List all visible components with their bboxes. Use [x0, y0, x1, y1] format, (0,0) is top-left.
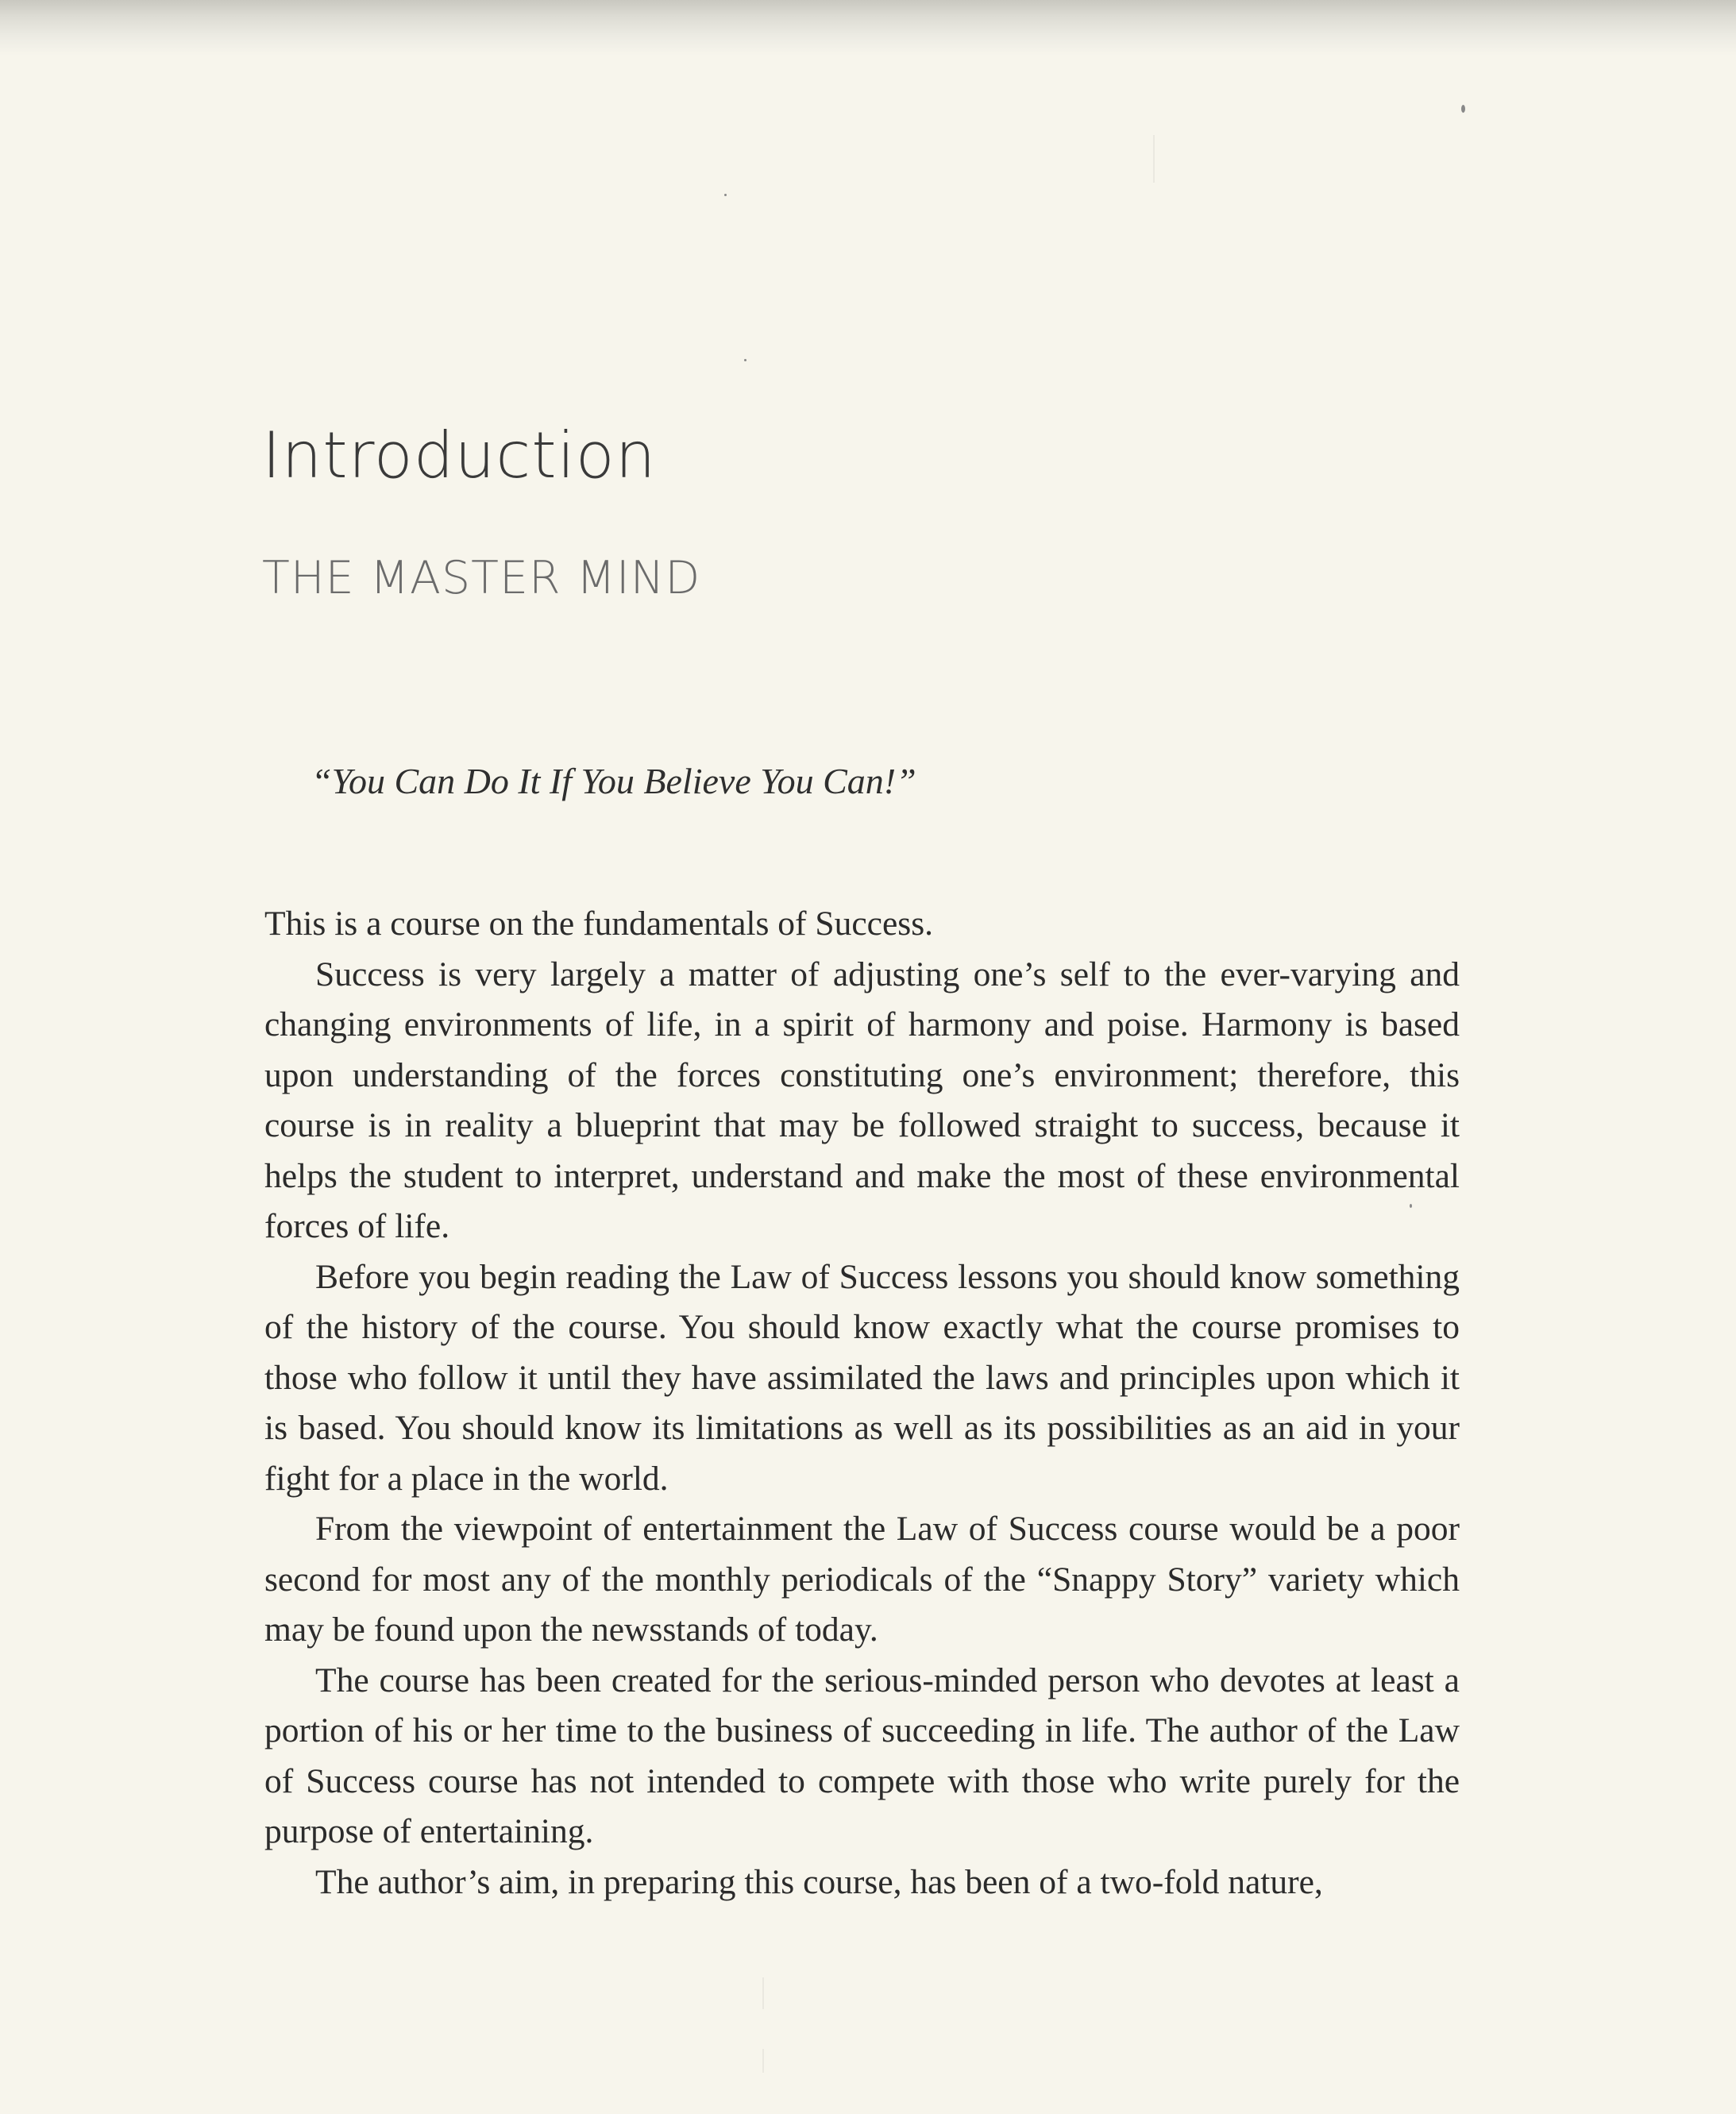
scan-mark	[762, 2049, 764, 2073]
body-text	[264, 899, 1460, 1908]
paragraph: From the viewpoint of entertainment the Law of Success course would be a poor second for most any of the monthly periodicals of the “Snappy Story” variety which may be found upon the newsstands of today.	[264, 1510, 1460, 1649]
chapter-title: Introduction	[262, 419, 657, 492]
paragraph: The course has been created for the serious-minded person who devotes at least a portion of his or her time to the business of succeeding in life. The author of the Law of Success course has not intended to compete with those who write purely for the purpose of entertaining.	[264, 1661, 1460, 1850]
scan-mark	[762, 1977, 764, 2009]
paragraph: Success is very largely a matter of adjusting one’s self to the ever-varying and changing environments of life, in a spirit of harmony and poise. Harmony is based upon understanding of the forces constituting one’s environment; therefore, this course is in reality a blueprint that may be followed straight to success, because it helps the student to interpret, understand and make the most of these environmental forces of life.	[264, 955, 1460, 1245]
chapter-subtitle: THE MASTER MIND	[262, 552, 701, 604]
epigraph-quote: “You Can Do It If You Believe You Can!”	[311, 761, 916, 801]
scan-speck	[744, 359, 746, 361]
scan-top-edge	[0, 0, 1736, 56]
paragraph: This is a course on the fundamentals of Success.	[264, 905, 934, 943]
paragraph: The author’s aim, in preparing this course, has been of a two-fold nature,	[315, 1862, 1323, 1901]
paragraph: Before you begin reading the Law of Success lessons you should know something of the history of the course. You should know exactly what the course promises to those who follow it until they have assimilated the laws and principles upon which it is based. You should know its limitations as well as its possibilities as an aid in your fight for a place in the world.	[264, 1257, 1460, 1498]
scan-speck	[724, 194, 727, 196]
scan-mark	[1153, 135, 1155, 183]
scan-speck	[1461, 105, 1465, 113]
